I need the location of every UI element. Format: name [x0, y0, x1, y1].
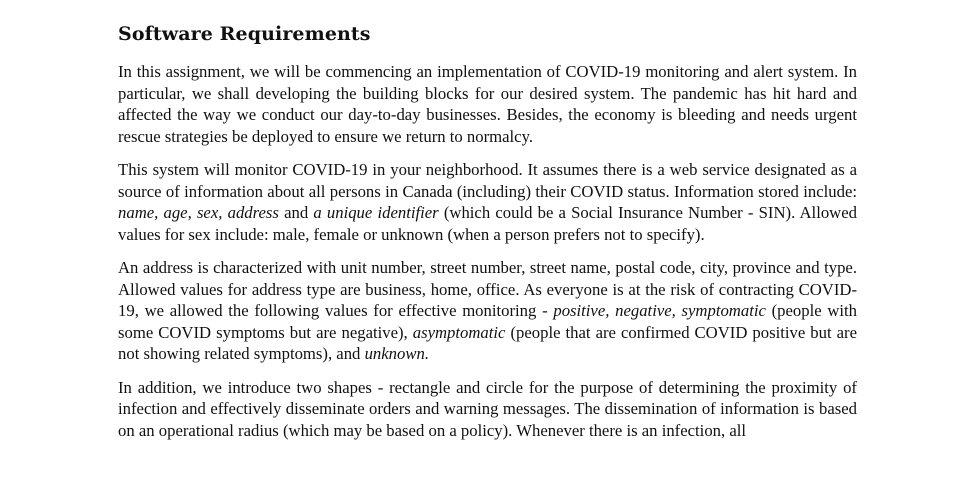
section-title: Software Requirements: [118, 23, 371, 45]
paragraph-shapes: In addition, we introduce two shapes - rectangle and circle for the purpose of determining the proximity of infection and effectively disseminate orders and warning messages. The dissemination of information is based on an operational radius (which may be based on a policy). Whenever there is an infection, all: [118, 377, 857, 440]
paragraph-text: (which could be a Social Insurance Number - SIN). Allowed values for sex include: male, female or unknown (when a person prefers not to specify).: [118, 203, 857, 244]
paragraph-text: and: [278, 203, 314, 222]
emphasis-text: a unique identifier: [313, 203, 439, 222]
paragraph-address-status: [118, 257, 857, 365]
paragraph-text: (people that are confirmed COVID positive but are not showing related symptoms), and: [118, 322, 857, 363]
document-page: [118, 20, 857, 453]
emphasis-text: asymptomatic: [412, 322, 506, 342]
emphasis-text: unknown.: [364, 344, 430, 363]
paragraph-intro: In this assignment, we will be commencing an implementation of COVID-19 monitoring and alert system. In particular, we shall developing the building blocks for our desired system. The pandemic has hit hard and affected the way we conduct our day-to-day businesses. Besides, the economy is bleeding and needs urgent rescue strategies be deployed to ensure we return to normalcy.: [118, 62, 857, 146]
emphasis-text: name, age, sex, address: [118, 203, 279, 222]
paragraph-text: An address is characterized with unit number, street number, street name, postal code, city, province and type. Allowed values for address type are business, home, office. As everyone is at the risk of contracting COVID-19, we allowed the following values for effective monitoring -: [118, 258, 857, 320]
emphasis-text: positive, negative, symptomatic: [553, 301, 766, 320]
paragraph-system-description: [118, 159, 857, 245]
paragraph-text: This system will monitor COVID-19 in your neighborhood. It assumes there is a web service designated as a source of information about all persons in Canada (including) their COVID status. Information stored include:: [118, 160, 857, 201]
paragraph-text: (people with some COVID symptoms but are negative),: [118, 301, 857, 342]
